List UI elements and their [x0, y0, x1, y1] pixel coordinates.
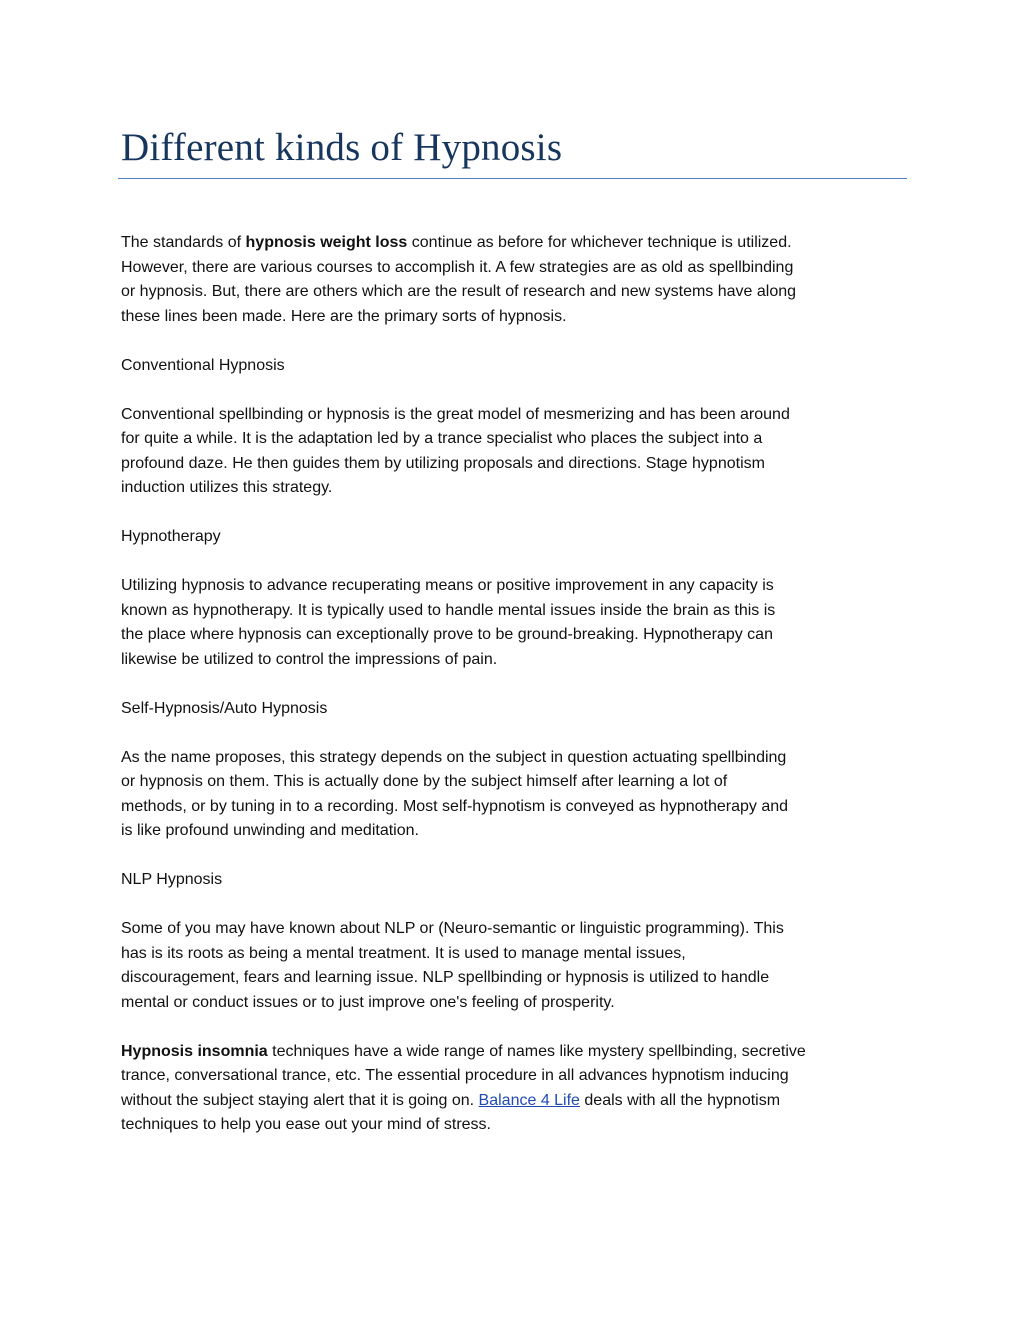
closing-paragraph: [121, 1040, 911, 1138]
paragraph-line: Hypnosis insomnia techniques have a wide range of names like mystery spellbinding, secretive: [121, 1042, 806, 1060]
paragraph-line: methods, or by tuning in to a recording. Most self-hypnotism is conveyed as hypnotherapy and: [121, 797, 789, 815]
paragraph-line: induction utilizes this strategy.: [121, 479, 333, 496]
paragraph-line: However, there are various courses to accomplish it. A few strategies are as old as spellbinding: [121, 258, 794, 276]
keyword-hypnosis-weight-loss: hypnosis weight loss: [245, 234, 408, 251]
paragraph-line: discouragement, fears and learning issue. NLP spellbinding or hypnosis is utilized to handle: [121, 969, 770, 986]
section-paragraph: [121, 917, 911, 1015]
document-body: [121, 231, 911, 1138]
paragraph-line: has is its roots as being a mental treatment. It is used to manage mental issues,: [121, 944, 686, 962]
section-heading: Hypnotherapy: [121, 528, 221, 545]
paragraph-line: trance, conversational trance, etc. The essential procedure in all advances hypnotism inducing: [121, 1067, 789, 1084]
paragraph-line: Conventional spellbinding or hypnosis is the great model of mesmerizing and has been around: [121, 405, 790, 423]
title-underline: [118, 178, 907, 179]
section-paragraph: [121, 746, 911, 844]
paragraph-line: for quite a while. It is the adaptation led by a trance specialist who places the subject into a: [121, 430, 763, 447]
paragraph-line: Some of you may have known about NLP or (Neuro-semantic or linguistic programming). This: [121, 920, 784, 937]
paragraph-line: or hypnosis. But, there are others which are the result of research and new systems have along: [121, 283, 797, 300]
paragraph-line: As the name proposes, this strategy depends on the subject in question actuating spellbinding: [121, 748, 787, 766]
keyword-hypnosis-insomnia: Hypnosis insomnia: [121, 1042, 268, 1060]
paragraph-line: profound daze. He then guides them by utilizing proposals and directions. Stage hypnotism: [121, 454, 765, 472]
paragraph-line: these lines been made. Here are the primary sorts of hypnosis.: [121, 307, 567, 325]
paragraph-line: Utilizing hypnosis to advance recuperating means or positive improvement in any capacity is: [121, 577, 774, 594]
balance-4-life-link[interactable]: Balance 4 Life: [478, 1091, 580, 1109]
section-heading: Self-Hypnosis/Auto Hypnosis: [121, 699, 328, 717]
paragraph-line: is like profound unwinding and meditation.: [121, 822, 419, 839]
section-paragraph: [121, 403, 911, 501]
section-heading: NLP Hypnosis: [121, 871, 223, 888]
page-title: Different kinds of Hypnosis: [121, 126, 563, 169]
paragraph-line: the place where hypnosis can exceptionally prove to be ground-breaking. Hypnotherapy can: [121, 626, 773, 643]
paragraph-line: mental or conduct issues or to just improve one's feeling of prosperity.: [121, 993, 615, 1011]
paragraph-line: The standards of hypnosis weight loss continue as before for whichever technique is utilized.: [121, 234, 792, 251]
section-paragraph: [121, 574, 911, 672]
paragraph-line: techniques to help you ease out your mind of stress.: [121, 1116, 491, 1133]
paragraph-line: known as hypnotherapy. It is typically used to handle mental issues inside the brain as this is: [121, 601, 776, 619]
paragraph-line: or hypnosis on them. This is actually done by the subject himself after learning a lot of: [121, 773, 728, 790]
intro-paragraph: [121, 231, 911, 329]
paragraph-line: likewise be utilized to control the impressions of pain.: [121, 650, 498, 668]
paragraph-line: without the subject staying alert that it is going on. Balance 4 Life deals with all the hypnotism: [121, 1091, 781, 1109]
section-heading: Conventional Hypnosis: [121, 356, 285, 374]
